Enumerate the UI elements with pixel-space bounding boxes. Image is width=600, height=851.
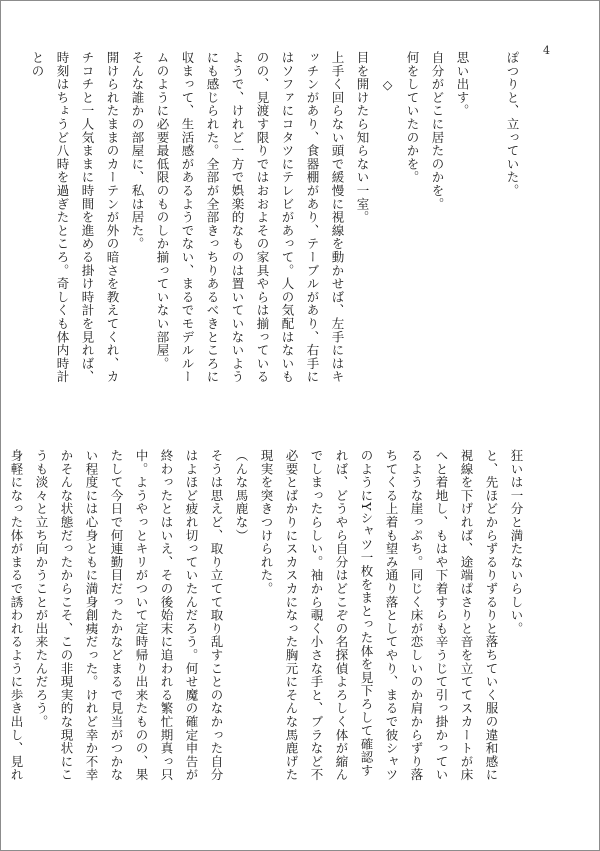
paragraph: 開けられたままのカーテンが外の暗さを教えてくれ、カチコチと一人気ままに時間を進める掛け時計を見れば、時刻はちょうど八時を過ぎたところ。奇しくも体内時計との [30,51,120,384]
paragraph: 何をしていたのかを。 [405,51,420,184]
page-number: 4 [543,44,550,57]
paragraph: 自分がどこに居たのかを。 [430,51,445,211]
paragraph: と、先ほどからずるりずるりと落ちていく服の違和感に視線を下げれば、途端ぱさりと音を立ててスカートが床へと着地し、もはや下着すらも辛うじて引っ掛かっているような崖っぷち。同じく床が恋しいのか肩からずり落ちてくる上着も望み通り落としてやり、まるで彼シャツのようにYシャツ一枚をまとった体を見下ろして確認すれば、どうやら自分はどこぞの名探偵よろしく体が縮んでしまったらしい。袖から覗く小さな手と、ブラなど不必要とばかりにスカスカになった胸元にそんな馬鹿げた現実を突きつけられた。 [259,449,499,782]
lower-text-block [9,449,529,789]
paragraph: そんな誰かの部屋に、私は居た。 [130,51,145,251]
paragraph: 思い出す。 [455,51,470,118]
blank-line [475,51,500,391]
paragraph: 目を開けたら知らない一室。 [355,51,370,224]
paragraph: そうは思えど、取り立てて取り乱すことのなかった自分はよほど疲れ切っていたんだろう。何せ魔の確定申告が終わったとはいえ、その後始末に追われる繁忙期真っ只中。ようやっとキリがついて定時帰り出来たものの、果たして今日で何連勤目だったかなどまるで見当がつかない程度には心身ともに満身創痍だった。けれど幸か不幸かそんな状態だったからこそ、この非現実的な現状にこうも淡々と立ち向かうことが出来たんだろう。 [34,449,224,782]
paragraph: ぽつりと、立っていた。 [505,51,520,198]
paragraph: （んな馬鹿な） [234,449,249,543]
upper-text-block [30,51,525,391]
paragraph: 狂いは一分と満たないらしい。 [509,449,524,636]
paragraph: 上手く回らない頭で緩慢に視線を動かせば、左手にはキッチンがあり、食器棚があり、テーブルがあり、右手にはソファにコタツにテレビがあって。人の気配はないものの、見渡す限りではおおよその家具やらは揃っているようで、けれど一方で娯楽的なものは置いていないようにも感じられた。全部が全部きっちりあるべきところに収まって、生活感があるようでない、まるでモデルルームのように必要最低限のものしか揃っていない部屋。 [155,51,345,384]
paragraph: 身軽になった体がまるで誘われるように歩き出し、見れ [9,449,24,782]
section-break-diamond-icon: ◇ [380,77,395,93]
